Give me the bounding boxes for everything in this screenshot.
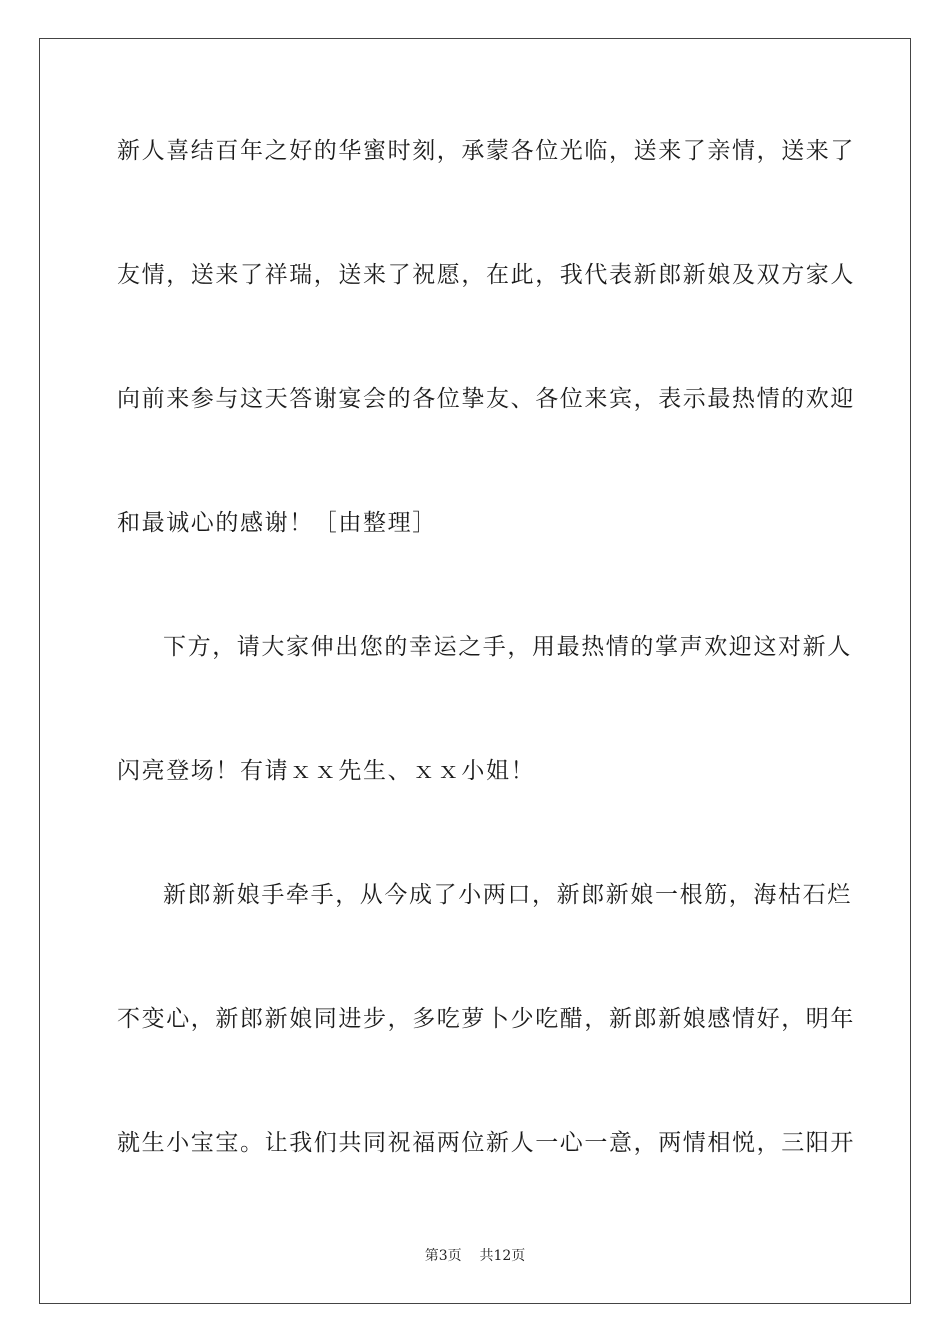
text-line: 闪亮登场！有请ｘｘ先生、ｘｘ小姐！ (117, 758, 536, 784)
text-line: 新人喜结百年之好的华蜜时刻，承蒙各位光临，送来了亲情，送来了 (117, 138, 855, 164)
page-total: 共12页 (479, 1248, 526, 1264)
page-footer (0, 1247, 950, 1265)
page-number: 第3页 (424, 1248, 462, 1264)
text-line: 和最诚心的感谢！［由整理］ (117, 510, 437, 536)
page-border (39, 38, 911, 1304)
text-line: 就生小宝宝。让我们共同祝福两位新人一心一意，两情相悦，三阳开 (117, 1130, 855, 1156)
text-line-paragraph-start: 下方，请大家伸出您的幸运之手，用最热情的掌声欢迎这对新人 (163, 634, 852, 660)
text-line: 友情，送来了祥瑞，送来了祝愿，在此，我代表新郎新娘及双方家人 (117, 262, 855, 288)
text-line: 向前来参与这天答谢宴会的各位挚友、各位来宾，表示最热情的欢迎 (117, 386, 855, 412)
text-line-paragraph-start: 新郎新娘手牵手，从今成了小两口，新郎新娘一根筋，海枯石烂 (163, 882, 852, 908)
text-line: 不变心，新郎新娘同进步，多吃萝卜少吃醋，新郎新娘感情好，明年 (117, 1006, 855, 1032)
